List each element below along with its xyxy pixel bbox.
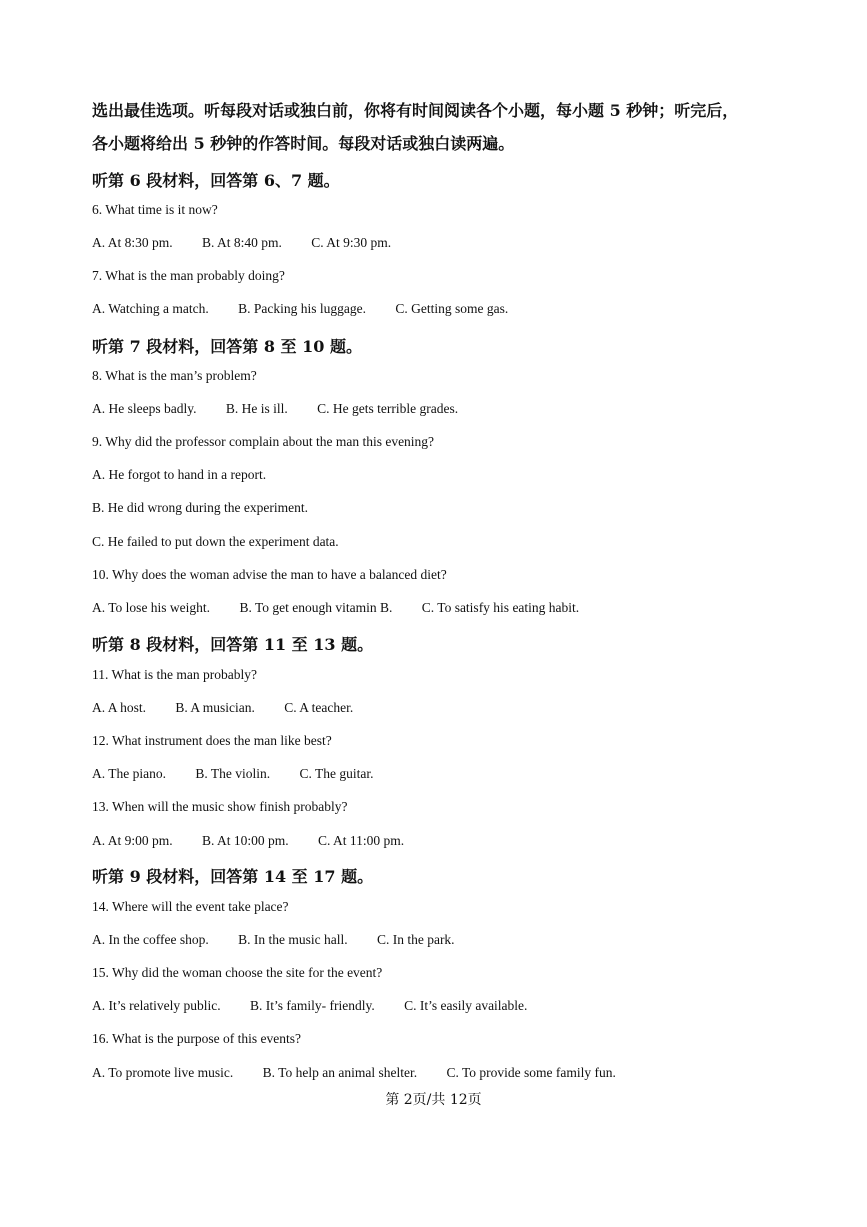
options-13 [92, 833, 430, 849]
option-12b: B. The violin. [195, 766, 271, 781]
option-15b: B. It’s family- friendly. [249, 998, 375, 1013]
question-16: 16. What is the purpose of this events? [92, 1031, 301, 1046]
option-8c: C. He gets terrible grades. [317, 401, 459, 416]
option-11c: C. A teacher. [284, 700, 354, 715]
question-10: 10. Why does the woman advise the man to have a balanced diet? [92, 567, 447, 582]
option-13b: B. At 10:00 pm. [202, 833, 289, 848]
option-14a: A. In the coffee shop. [92, 932, 209, 947]
option-10b: B. To get enough vitamin B. [239, 600, 393, 615]
section-heading-6: 听第 6 段材料，回答第 6、7 题。 [92, 171, 340, 190]
option-8b: B. He is ill. [225, 401, 288, 416]
page-number-footer: 第 2页/共 12页 [385, 1092, 482, 1108]
option-7c: C. Getting some gas. [395, 301, 509, 316]
section-heading-8: 听第 8 段材料，回答第 11 至 13 题。 [92, 635, 374, 654]
options-16 [92, 1065, 642, 1081]
option-8a: A. He sleeps badly. [92, 401, 197, 416]
option-14b: B. In the music hall. [238, 932, 348, 947]
option-10c: C. To satisfy his eating habit. [421, 600, 580, 615]
option-10a: A. To lose his weight. [92, 600, 211, 615]
option-16c: C. To provide some family fun. [446, 1065, 616, 1080]
option-14c: C. In the park. [376, 932, 455, 947]
question-9: 9. Why did the professor complain about the man this evening? [92, 434, 435, 449]
options-10 [92, 600, 605, 616]
option-6b: B. At 8:40 pm. [202, 235, 282, 250]
intro-line-2: 各小题将给出 5 秒钟的作答时间。每段对话或独白读两遍。 [92, 134, 515, 153]
options-6 [92, 235, 417, 251]
option-13a: A. At 9:00 pm. [92, 833, 173, 848]
option-12a: A. The piano. [92, 766, 166, 781]
question-8: 8. What is the man’s problem? [92, 368, 257, 383]
options-15 [92, 998, 553, 1014]
option-9b: B. He did wrong during the experiment. [92, 500, 308, 515]
option-16b: B. To help an animal shelter. [262, 1065, 418, 1080]
option-7b: B. Packing his luggage. [238, 301, 367, 316]
options-11 [92, 700, 379, 716]
question-7: 7. What is the man probably doing? [92, 268, 285, 283]
option-6a: A. At 8:30 pm. [92, 235, 173, 250]
option-6c: C. At 9:30 pm. [311, 235, 392, 250]
options-8 [92, 401, 484, 417]
option-12c: C. The guitar. [299, 766, 374, 781]
question-11: 11. What is the man probably? [92, 667, 257, 682]
question-13: 13. When will the music show finish probably? [92, 799, 348, 814]
option-11a: A. A host. [92, 700, 147, 715]
option-15c: C. It’s easily available. [404, 998, 528, 1013]
question-6: 6. What time is it now? [92, 202, 218, 217]
options-12 [92, 766, 400, 782]
option-16a: A. To promote live music. [92, 1065, 234, 1080]
option-9a: A. He forgot to hand in a report. [92, 467, 267, 482]
option-9c: C. He failed to put down the experiment data. [92, 534, 339, 549]
options-14 [92, 932, 481, 948]
intro-line-1: 选出最佳选项。听每段对话或独白前，你将有时间阅读各个小题，每小题 5 秒钟；听完后， [92, 101, 739, 120]
option-15a: A. It’s relatively public. [92, 998, 221, 1013]
option-13c: C. At 11:00 pm. [318, 833, 405, 848]
option-11b: B. A musician. [175, 700, 255, 715]
section-heading-7: 听第 7 段材料，回答第 8 至 10 题。 [92, 337, 362, 356]
options-7 [92, 301, 534, 317]
question-14: 14. Where will the event take place? [92, 899, 289, 914]
section-heading-9: 听第 9 段材料，回答第 14 至 17 题。 [92, 867, 374, 886]
question-12: 12. What instrument does the man like best? [92, 733, 332, 748]
question-15: 15. Why did the woman choose the site for the event? [92, 965, 383, 980]
option-7a: A. Watching a match. [92, 301, 209, 316]
